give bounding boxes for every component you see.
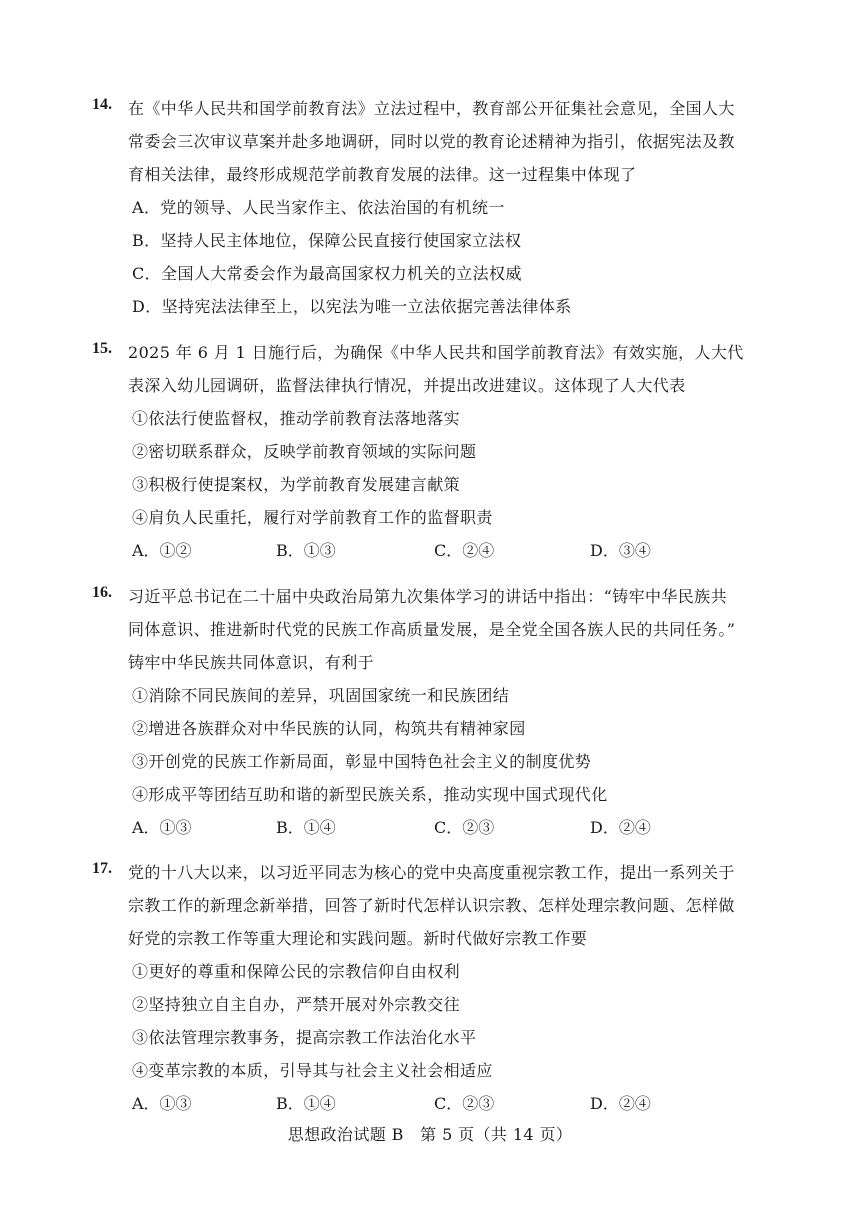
question-number: 15. <box>92 340 112 357</box>
statement-item: ②坚持独立自主自办，严禁开展对外宗教交往 <box>132 995 461 1014</box>
statement-item: ①更好的尊重和保障公民的宗教信仰自由权利 <box>132 962 461 981</box>
option-d: D．坚持宪法法律至上，以宪法为唯一立法依据完善法律体系 <box>132 297 572 316</box>
choice-a: A．①② <box>132 541 192 560</box>
statement-item: ③依法管理宗教事务，提高宗教工作法治化水平 <box>132 1028 477 1047</box>
statement-item: ④肩负人民重托，履行对学前教育工作的监督职责 <box>132 508 493 527</box>
statement-item: ③开创党的民族工作新局面，彰显中国特色社会主义的制度优势 <box>132 752 592 771</box>
choice-d: D．③④ <box>590 541 651 560</box>
choice-b: B．①④ <box>276 1094 336 1113</box>
question-stem-line: 习近平总书记在二十届中央政治局第九次集体学习的讲话中指出：“铸牢中华民族共 <box>128 587 727 606</box>
question-stem-line: 表深入幼儿园调研，监督法律执行情况，并提出改进建议。这体现了人大代表 <box>128 376 686 395</box>
question-stem-line: 同体意识、推进新时代党的民族工作高质量发展，是全党全国各族人民的共同任务。” <box>128 620 736 639</box>
choice-a: A．①③ <box>132 818 192 837</box>
statement-item: ③积极行使提案权，为学前教育发展建言献策 <box>132 475 461 494</box>
question-number: 17. <box>92 860 112 877</box>
statement-item: ②增进各族群众对中华民族的认同，构筑共有精神家园 <box>132 719 526 738</box>
statement-item: ①依法行使监督权，推动学前教育法落地落实 <box>132 409 461 428</box>
question-number: 16. <box>92 584 112 601</box>
choice-c: C．②③ <box>434 818 495 837</box>
page-footer: 思想政治试题 B 第 5 页（共 14 页） <box>287 1125 573 1144</box>
choice-b: B．①③ <box>276 541 336 560</box>
question-stem-line: 在《中华人民共和国学前教育法》立法过程中，教育部公开征集社会意见，全国人大 <box>128 99 735 118</box>
statement-item: ④变革宗教的本质，引导其与社会主义社会相适应 <box>132 1061 493 1080</box>
choice-d: D．②④ <box>590 1094 651 1113</box>
question-stem-line: 铸牢中华民族共同体意识，有利于 <box>128 653 375 672</box>
question-stem-line: 2025 年 6 月 1 日施行后，为确保《中华人民共和国学前教育法》有效实施，人大代 <box>128 343 744 362</box>
question-stem-line: 好党的宗教工作等重大理论和实践问题。新时代做好宗教工作要 <box>128 929 588 948</box>
statement-item: ①消除不同民族间的差异，巩固国家统一和民族团结 <box>132 686 510 705</box>
statement-item: ②密切联系群众，反映学前教育领域的实际问题 <box>132 442 477 461</box>
question-stem-line: 宗教工作的新理念新举措，回答了新时代怎样认识宗教、怎样处理宗教问题、怎样做 <box>128 896 735 915</box>
statement-item: ④形成平等团结互助和谐的新型民族关系，推动实现中国式现代化 <box>132 785 608 804</box>
choice-d: D．②④ <box>590 818 651 837</box>
option-b: B．坚持人民主体地位，保障公民直接行使国家立法权 <box>132 231 522 250</box>
question-stem-line: 育相关法律，最终形成规范学前教育发展的法律。这一过程集中体现了 <box>128 165 637 184</box>
option-c: C．全国人大常委会作为最高国家权力机关的立法权威 <box>132 264 522 283</box>
question-stem-line: 常委会三次审议草案并赴多地调研，同时以党的教育论述精神为指引，依据宪法及教 <box>128 132 735 151</box>
choice-c: C．②③ <box>434 1094 495 1113</box>
option-a: A．党的领导、人民当家作主、依法治国的有机统一 <box>132 198 505 217</box>
choice-c: C．②④ <box>434 541 495 560</box>
choice-b: B．①④ <box>276 818 336 837</box>
choice-a: A．①③ <box>132 1094 192 1113</box>
question-stem-line: 党的十八大以来，以习近平同志为核心的党中央高度重视宗教工作，提出一系列关于 <box>128 863 735 882</box>
question-number: 14. <box>92 96 112 113</box>
